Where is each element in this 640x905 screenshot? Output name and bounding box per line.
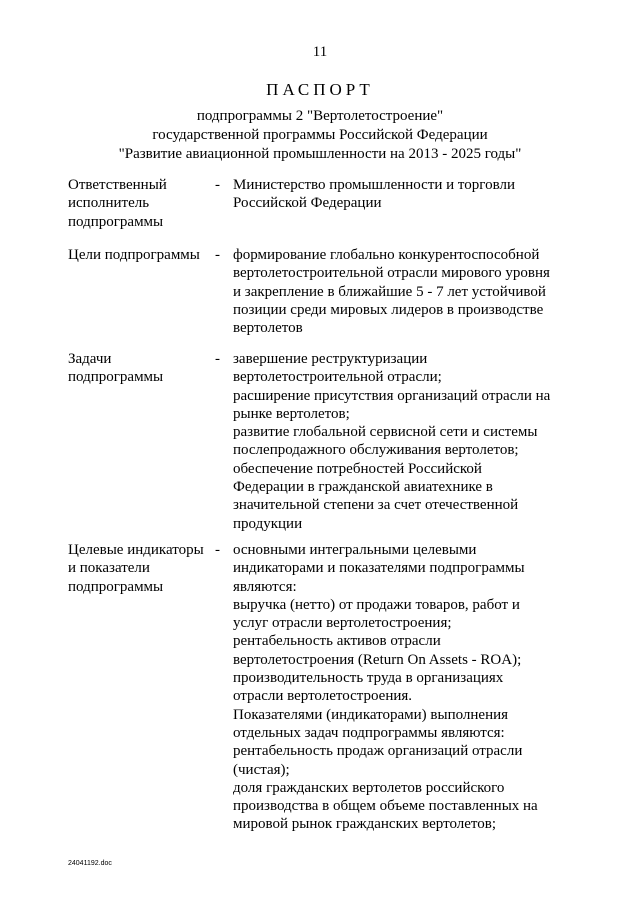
content-line: Российской Федерации [233, 195, 382, 212]
label-line: Ответственный [68, 177, 167, 193]
content-line: (чистая); [233, 761, 290, 778]
content-line: услуг отрасли вертолетостроения; [233, 615, 452, 632]
content-line: значительной степени за счет отечественной [233, 497, 519, 514]
content-line: производительность труда в организациях [233, 670, 504, 687]
document-subtitle [0, 107, 640, 164]
content-line: формирование глобально конкурентоспособной [233, 247, 540, 263]
label-line: исполнитель [68, 195, 150, 212]
section-dash: - [215, 351, 220, 367]
content-line: продукции [233, 515, 303, 532]
content-line: обеспечение потребностей Российской [233, 460, 482, 477]
section-content [233, 541, 573, 834]
label-line: Задачи [68, 351, 112, 367]
content-line: отрасли вертолетостроения. [233, 688, 413, 705]
content-line: вертолетостроения (Return On Assets - ROA); [233, 651, 522, 668]
label-line: и показатели [68, 560, 150, 577]
content-line: вертолетов [233, 320, 303, 337]
content-line: вертолетостроительной отрасли мирового уровня [233, 265, 550, 282]
document-file-name: 24041192.doc [68, 860, 112, 867]
section-dash: - [215, 177, 220, 193]
content-line: Министерство промышленности и торговли [233, 177, 515, 193]
document-title: ПАСПОРТ [266, 80, 374, 99]
content-line: рынке вертолетов; [233, 405, 350, 422]
content-line: индикаторами и показателями подпрограммы [233, 560, 525, 577]
section-dash: - [215, 247, 220, 263]
content-line: выручка (нетто) от продажи товаров, работ и [233, 596, 520, 613]
content-line: отдельных задач подпрограммы являются: [233, 724, 505, 741]
label-line: Цели подпрограммы [68, 247, 200, 263]
section-content [233, 350, 573, 533]
content-line: рентабельность продаж организаций отрасли [233, 743, 523, 760]
content-line: производства в общем объеме поставленных на [233, 798, 538, 815]
content-line: вертолетостроительной отрасли; [233, 369, 442, 386]
content-line: доля гражданских вертолетов российского [233, 779, 505, 796]
content-line: Федерации в гражданской авиатехнике в [233, 479, 493, 496]
label-line: подпрограммы [68, 213, 164, 230]
content-line: Показателями (индикаторами) выполнения [233, 706, 509, 723]
content-line: развитие глобальной сервисной сети и системы [233, 424, 538, 441]
section-content [233, 176, 573, 213]
subtitle-line: подпрограммы 2 "Вертолетостроение" [196, 108, 444, 124]
content-line: послепродажного обслуживания вертолетов; [233, 442, 519, 459]
content-line: основными интегральными целевыми [233, 542, 477, 558]
section-label [68, 350, 218, 387]
subtitle-line: государственной программы Российской Федерации [152, 127, 488, 143]
section-content [233, 246, 573, 337]
section-label [68, 541, 218, 596]
section-dash: - [215, 542, 220, 558]
section-label [68, 176, 218, 231]
content-line: и закрепление в ближайшие 5 - 7 лет устойчивой [233, 283, 546, 300]
label-line: подпрограммы [68, 369, 164, 386]
label-line: подпрограммы [68, 578, 164, 595]
content-line: рентабельность активов отрасли [233, 633, 441, 650]
section-label [68, 246, 218, 264]
label-line: Целевые индикаторы [68, 542, 204, 558]
content-line: завершение реструктуризации [233, 351, 428, 367]
subtitle-line: "Развитие авиационной промышленности на 2013 - 2025 годы" [118, 146, 522, 162]
content-line: позиции среди мировых лидеров в производстве [233, 301, 544, 318]
content-line: мировой рынок гражданских вертолетов; [233, 816, 496, 833]
page-number: 11 [312, 44, 328, 60]
content-line: являются: [233, 578, 297, 595]
content-line: расширение присутствия организаций отрасли на [233, 387, 551, 404]
